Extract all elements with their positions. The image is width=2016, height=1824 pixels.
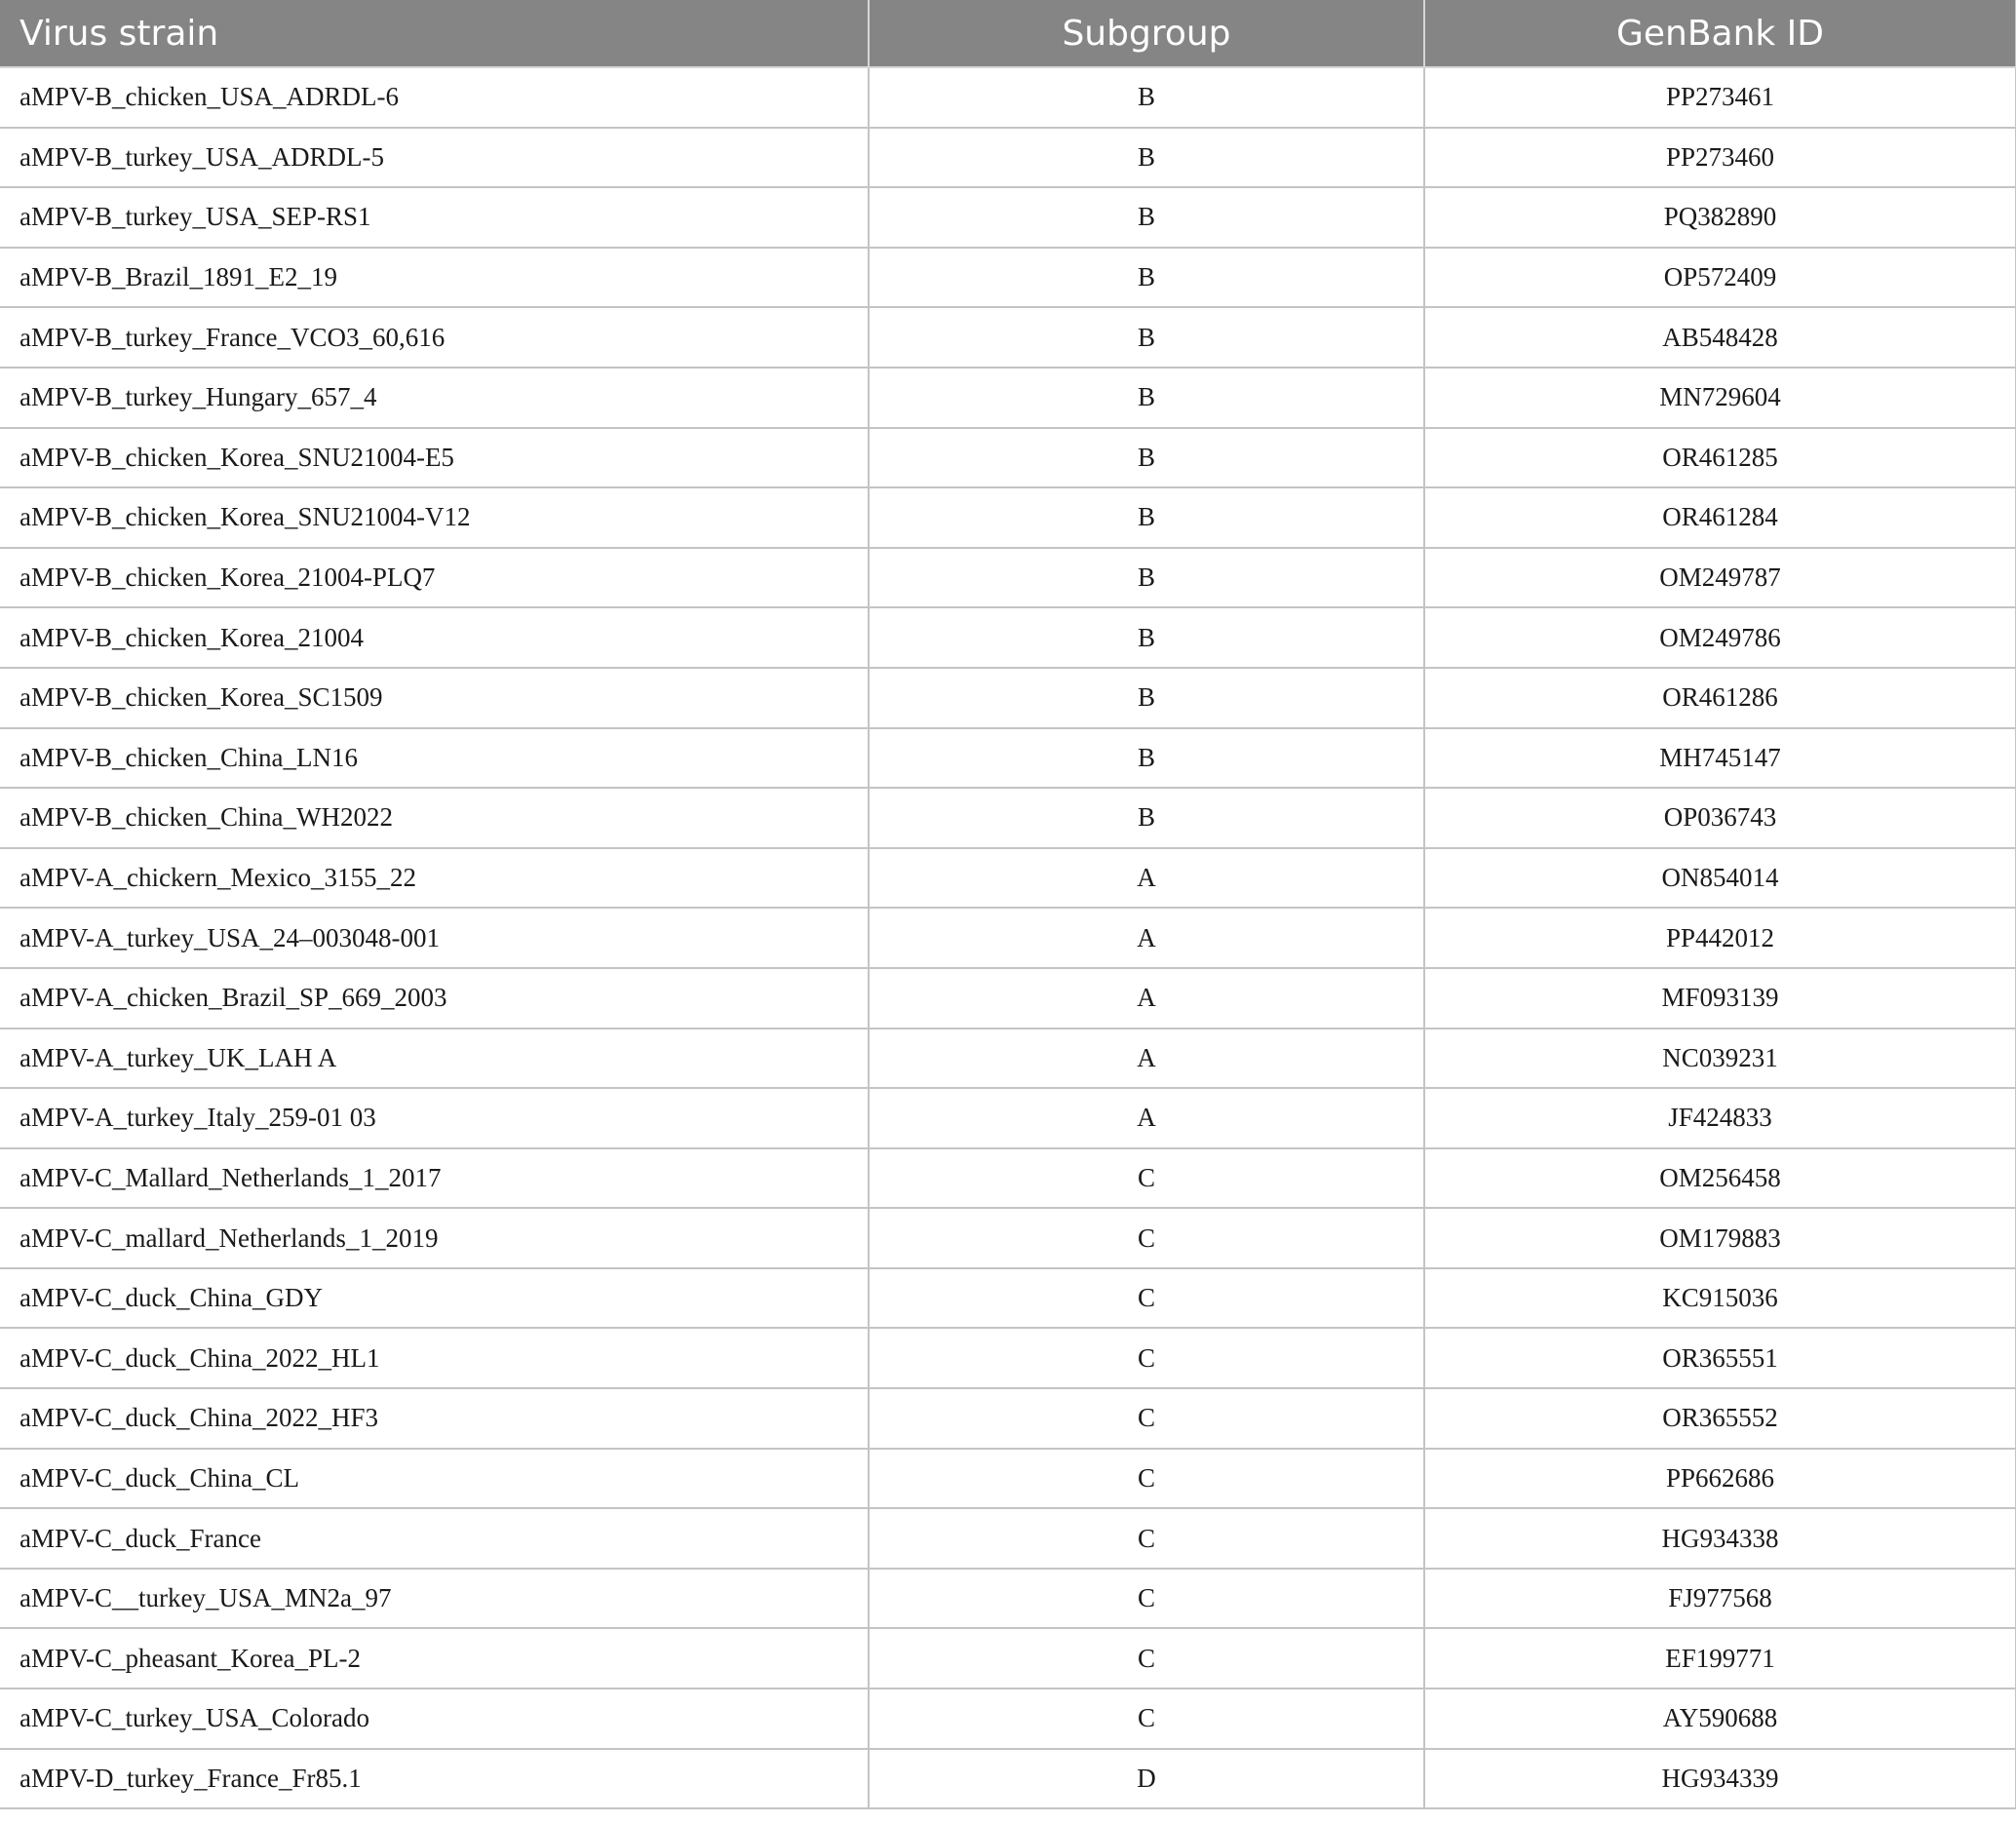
table-row — [0, 607, 2016, 668]
cell-subgroup: A — [869, 968, 1424, 1028]
cell-virus-strain: aMPV-A_chicken_Brazil_SP_669_2003 — [0, 968, 869, 1028]
table-row — [0, 487, 2016, 548]
cell-virus-strain: aMPV-B_turkey_Hungary_657_4 — [0, 368, 869, 428]
table-row — [0, 1028, 2016, 1089]
cell-virus-strain: aMPV-B_chicken_China_LN16 — [0, 728, 869, 789]
cell-genbank-id: OM179883 — [1424, 1208, 2016, 1268]
table-row — [0, 848, 2016, 909]
table-row — [0, 1569, 2016, 1629]
header-genbank-id: GenBank ID — [1424, 0, 2016, 67]
table-row — [0, 788, 2016, 848]
table-body — [0, 67, 2016, 1808]
cell-subgroup: D — [869, 1749, 1424, 1809]
cell-genbank-id: HG934339 — [1424, 1749, 2016, 1809]
cell-virus-strain: aMPV-A_turkey_UK_LAH A — [0, 1028, 869, 1089]
cell-subgroup: B — [869, 187, 1424, 248]
table-row — [0, 668, 2016, 728]
cell-genbank-id: MH745147 — [1424, 728, 2016, 789]
cell-genbank-id: KC915036 — [1424, 1268, 2016, 1329]
cell-subgroup: B — [869, 728, 1424, 789]
cell-genbank-id: AB548428 — [1424, 307, 2016, 368]
cell-virus-strain: aMPV-C_duck_France — [0, 1508, 869, 1569]
cell-virus-strain: aMPV-B_chicken_Korea_21004 — [0, 607, 869, 668]
table-header — [0, 0, 2016, 67]
cell-genbank-id: PQ382890 — [1424, 187, 2016, 248]
cell-subgroup: C — [869, 1148, 1424, 1209]
cell-subgroup: C — [869, 1449, 1424, 1509]
cell-genbank-id: PP273461 — [1424, 67, 2016, 128]
cell-subgroup: C — [869, 1328, 1424, 1388]
cell-virus-strain: aMPV-B_chicken_China_WH2022 — [0, 788, 869, 848]
cell-virus-strain: aMPV-B_turkey_USA_SEP-RS1 — [0, 187, 869, 248]
cell-genbank-id: HG934338 — [1424, 1508, 2016, 1569]
table-row — [0, 428, 2016, 488]
table-row — [0, 1328, 2016, 1388]
cell-virus-strain: aMPV-C_Mallard_Netherlands_1_2017 — [0, 1148, 869, 1209]
cell-subgroup: B — [869, 668, 1424, 728]
cell-genbank-id: EF199771 — [1424, 1628, 2016, 1688]
cell-virus-strain: aMPV-A_chickern_Mexico_3155_22 — [0, 848, 869, 909]
cell-virus-strain: aMPV-B_chicken_USA_ADRDL-6 — [0, 67, 869, 128]
table-row — [0, 1749, 2016, 1809]
table-row — [0, 1088, 2016, 1148]
table-row — [0, 67, 2016, 128]
cell-virus-strain: aMPV-C_duck_China_CL — [0, 1449, 869, 1509]
header-virus-strain: Virus strain — [0, 0, 869, 67]
cell-genbank-id: OM256458 — [1424, 1148, 2016, 1209]
table-row — [0, 1508, 2016, 1569]
cell-virus-strain: aMPV-B_chicken_Korea_21004-PLQ7 — [0, 548, 869, 608]
cell-subgroup: A — [869, 1088, 1424, 1148]
cell-subgroup: B — [869, 67, 1424, 128]
cell-genbank-id: FJ977568 — [1424, 1569, 2016, 1629]
cell-subgroup: B — [869, 248, 1424, 308]
cell-virus-strain: aMPV-C_pheasant_Korea_PL-2 — [0, 1628, 869, 1688]
cell-subgroup: A — [869, 1028, 1424, 1089]
header-row — [0, 0, 2016, 67]
cell-genbank-id: JF424833 — [1424, 1088, 2016, 1148]
cell-virus-strain: aMPV-C_duck_China_2022_HF3 — [0, 1388, 869, 1449]
cell-genbank-id: NC039231 — [1424, 1028, 2016, 1089]
cell-virus-strain: aMPV-A_turkey_USA_24–003048-001 — [0, 908, 869, 968]
cell-genbank-id: OR461285 — [1424, 428, 2016, 488]
cell-genbank-id: OM249786 — [1424, 607, 2016, 668]
cell-subgroup: B — [869, 607, 1424, 668]
cell-subgroup: A — [869, 848, 1424, 909]
table-row — [0, 248, 2016, 308]
cell-virus-strain: aMPV-C_turkey_USA_Colorado — [0, 1688, 869, 1749]
table-row — [0, 187, 2016, 248]
cell-subgroup: B — [869, 428, 1424, 488]
cell-genbank-id: OR461284 — [1424, 487, 2016, 548]
cell-subgroup: B — [869, 307, 1424, 368]
cell-virus-strain: aMPV-B_turkey_France_VCO3_60,616 — [0, 307, 869, 368]
table-row — [0, 728, 2016, 789]
cell-genbank-id: OP572409 — [1424, 248, 2016, 308]
cell-genbank-id: PP273460 — [1424, 128, 2016, 188]
cell-virus-strain: aMPV-C_duck_China_GDY — [0, 1268, 869, 1329]
cell-genbank-id: ON854014 — [1424, 848, 2016, 909]
cell-virus-strain: aMPV-B_chicken_Korea_SNU21004-E5 — [0, 428, 869, 488]
cell-virus-strain: aMPV-B_chicken_Korea_SNU21004-V12 — [0, 487, 869, 548]
cell-virus-strain: aMPV-B_turkey_USA_ADRDL-5 — [0, 128, 869, 188]
cell-subgroup: B — [869, 487, 1424, 548]
table-row — [0, 368, 2016, 428]
table-row — [0, 128, 2016, 188]
cell-subgroup: C — [869, 1688, 1424, 1749]
cell-subgroup: B — [869, 368, 1424, 428]
cell-genbank-id: MF093139 — [1424, 968, 2016, 1028]
table-row — [0, 1628, 2016, 1688]
cell-genbank-id: MN729604 — [1424, 368, 2016, 428]
cell-subgroup: C — [869, 1569, 1424, 1629]
cell-virus-strain: aMPV-B_Brazil_1891_E2_19 — [0, 248, 869, 308]
cell-virus-strain: aMPV-C_duck_China_2022_HL1 — [0, 1328, 869, 1388]
cell-genbank-id: OR365551 — [1424, 1328, 2016, 1388]
table-row — [0, 307, 2016, 368]
cell-subgroup: C — [869, 1508, 1424, 1569]
table-row — [0, 1388, 2016, 1449]
table-row — [0, 1449, 2016, 1509]
cell-genbank-id: PP662686 — [1424, 1449, 2016, 1509]
table-row — [0, 1268, 2016, 1329]
cell-genbank-id: PP442012 — [1424, 908, 2016, 968]
cell-subgroup: B — [869, 788, 1424, 848]
table-row — [0, 908, 2016, 968]
cell-virus-strain: aMPV-A_turkey_Italy_259-01 03 — [0, 1088, 869, 1148]
table-row — [0, 548, 2016, 608]
cell-subgroup: A — [869, 908, 1424, 968]
cell-subgroup: C — [869, 1208, 1424, 1268]
cell-virus-strain: aMPV-C_mallard_Netherlands_1_2019 — [0, 1208, 869, 1268]
table-row — [0, 1688, 2016, 1749]
cell-subgroup: B — [869, 128, 1424, 188]
cell-virus-strain: aMPV-B_chicken_Korea_SC1509 — [0, 668, 869, 728]
table-row — [0, 1208, 2016, 1268]
table-row — [0, 968, 2016, 1028]
cell-virus-strain: aMPV-D_turkey_France_Fr85.1 — [0, 1749, 869, 1809]
cell-subgroup: B — [869, 548, 1424, 608]
cell-genbank-id: OP036743 — [1424, 788, 2016, 848]
cell-subgroup: C — [869, 1388, 1424, 1449]
header-subgroup: Subgroup — [869, 0, 1424, 67]
cell-genbank-id: OR461286 — [1424, 668, 2016, 728]
cell-genbank-id: OR365552 — [1424, 1388, 2016, 1449]
cell-subgroup: C — [869, 1628, 1424, 1688]
cell-virus-strain: aMPV-C__turkey_USA_MN2a_97 — [0, 1569, 869, 1629]
cell-genbank-id: AY590688 — [1424, 1688, 2016, 1749]
table-row — [0, 1148, 2016, 1209]
cell-genbank-id: OM249787 — [1424, 548, 2016, 608]
cell-subgroup: C — [869, 1268, 1424, 1329]
